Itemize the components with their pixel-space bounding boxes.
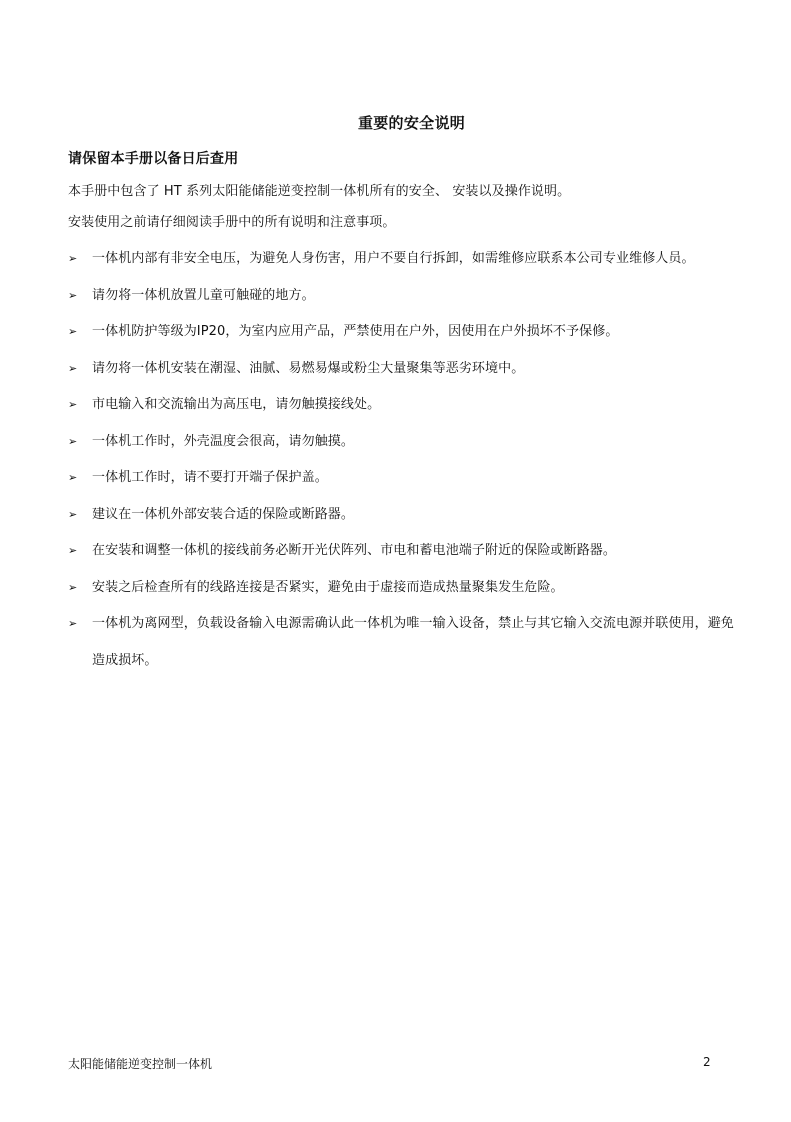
list-item-text: 一体机内部有非安全电压，为避免人身伤害，用户不要自行拆卸，如需维修应联系本公司专业维修人员。 [92, 251, 695, 266]
list-item-text: 一体机为离网型，负载设备输入电源需确认此一体机为唯一输入设备，禁止与其它输入交流电源并联使用，避免造成损坏。 [92, 616, 734, 668]
list-item [68, 241, 738, 278]
list-item-text: 请勿将一体机放置儿童可触碰的地方。 [92, 287, 315, 303]
arrowhead-bullet-icon: ➢ [68, 398, 78, 411]
list-item [68, 424, 738, 461]
arrowhead-bullet-icon: ➢ [68, 361, 78, 375]
footer-product-name: 太阳能储能逆变控制一体机 [68, 1057, 213, 1071]
arrowhead-bullet-icon: ➢ [68, 434, 78, 448]
list-item [68, 570, 738, 607]
list-item [68, 351, 738, 388]
list-item-text: 市电输入和交流输出为高压电，请勿触摸接线处。 [92, 397, 381, 412]
list-item-text: 一体机工作时，请不要打开端子保护盖。 [92, 470, 328, 485]
arrowhead-bullet-icon: ➢ [68, 252, 78, 265]
arrowhead-bullet-icon: ➢ [68, 471, 78, 484]
page-title: 重要的安全说明 [357, 114, 466, 132]
list-item [68, 387, 738, 424]
list-item [68, 278, 738, 315]
list-item-text: 建议在一体机外部安装合适的保险或断路器。 [92, 506, 355, 522]
list-item-text: 一体机工作时，外壳温度会很高，请勿触摸。 [92, 433, 355, 449]
arrowhead-bullet-icon: ➢ [68, 580, 78, 594]
list-item [68, 460, 738, 497]
list-item [68, 533, 738, 570]
safety-instruction-list [68, 241, 738, 679]
list-item-text: 安装之后检查所有的线路连接是否紧实，避免由于虚接而造成热量聚集发生危险。 [92, 579, 564, 595]
section-subtitle: 请保留本手册以备日后查用 [68, 151, 239, 167]
list-item-text: 在安装和调整一体机的接线前务必断开光伏阵列、市电和蓄电池端子附近的保险或断路器。 [92, 543, 617, 558]
arrowhead-bullet-icon: ➢ [68, 544, 78, 557]
list-item [68, 606, 738, 679]
list-item-text: 一体机防护等级为IP20，为室内应用产品，严禁使用在户外，因使用在户外损坏不予保修。 [92, 324, 619, 339]
arrowhead-bullet-icon: ➢ [68, 617, 78, 630]
arrowhead-bullet-icon: ➢ [68, 507, 78, 521]
list-item [68, 314, 738, 351]
intro-paragraph-2: 安装使用之前请仔细阅读手册中的所有说明和注意事项。 [68, 215, 396, 230]
list-item [68, 497, 738, 534]
footer-page-number: 2 [703, 1055, 711, 1069]
arrowhead-bullet-icon: ➢ [68, 325, 78, 338]
intro-paragraph-1: 本手册中包含了 HT 系列太阳能储能逆变控制一体机所有的安全、 安装以及操作说明。 [68, 184, 571, 199]
arrowhead-bullet-icon: ➢ [68, 288, 78, 302]
list-item-text: 请勿将一体机安装在潮湿、油腻、易燃易爆或粉尘大量聚集等恶劣环境中。 [92, 360, 525, 376]
